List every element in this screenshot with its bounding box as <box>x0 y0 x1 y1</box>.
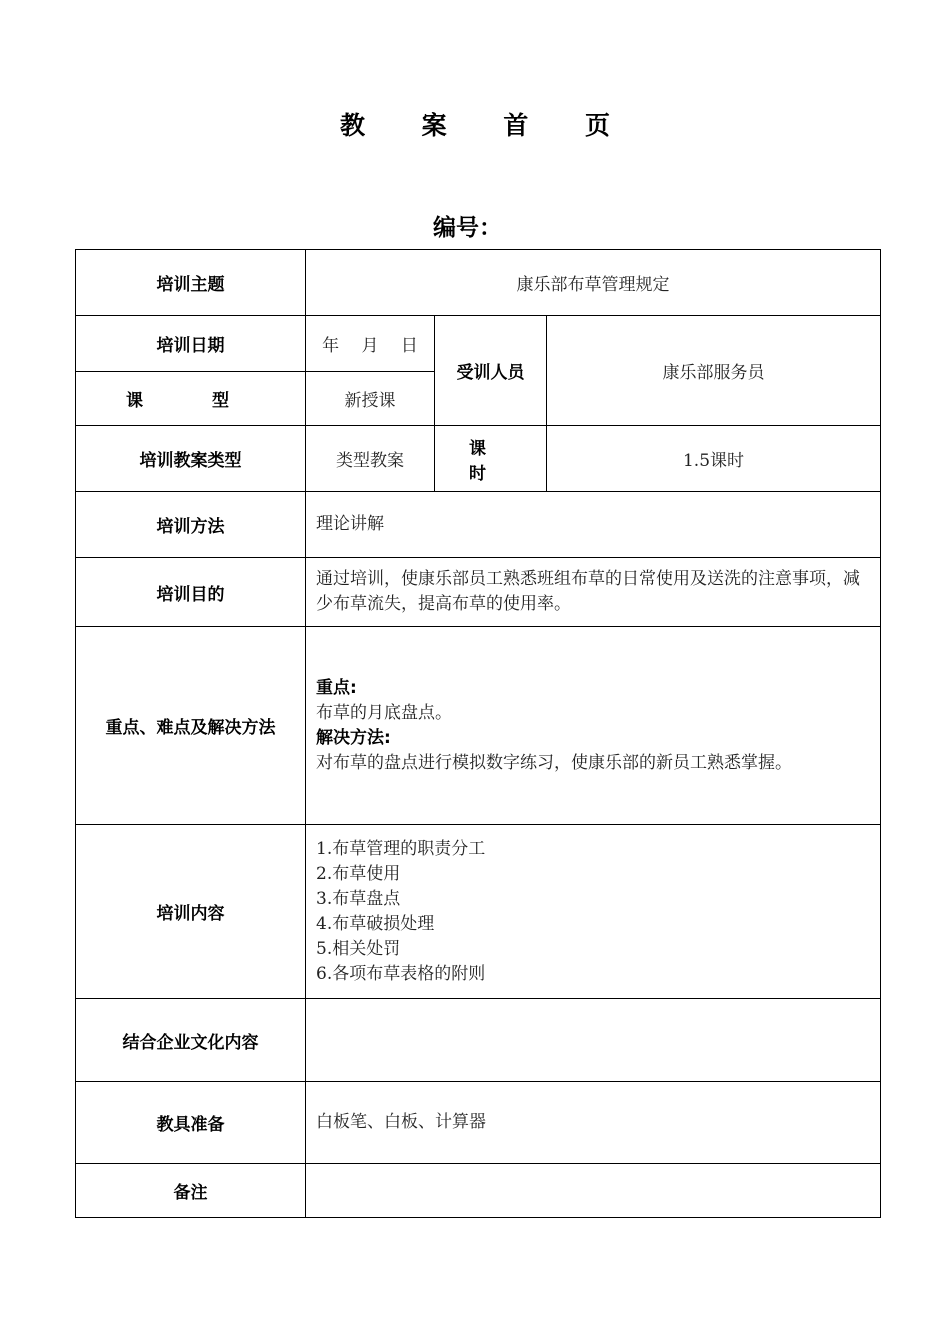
content-item: 3.布草盘点 <box>316 888 401 909</box>
label-method: 培训方法 <box>76 492 306 558</box>
solution-heading: 解决方法: <box>316 727 391 748</box>
value-content <box>306 825 881 999</box>
row-purpose <box>76 558 881 627</box>
value-purpose: 通过培训，使康乐部员工熟悉班组布草的日常使用及送洗的注意事项，减少布草流失，提高布草的使用率。 <box>306 558 881 627</box>
label-hours <box>435 426 555 492</box>
value-key-points <box>306 627 881 825</box>
label-key-points: 重点、难点及解决方法 <box>76 627 306 825</box>
value-trainees: 康乐部服务员 <box>547 316 881 426</box>
page-title: 教 案 首 页 <box>339 111 635 140</box>
row-plan-type <box>76 426 881 492</box>
row-culture <box>76 999 881 1082</box>
label-remarks: 备注 <box>76 1164 306 1218</box>
label-purpose: 培训目的 <box>76 558 306 627</box>
label-culture: 结合企业文化内容 <box>76 999 306 1082</box>
key-points-text: 布草的月底盘点。 <box>316 702 452 723</box>
label-course-type-text: 课 型 <box>126 391 255 411</box>
content-item: 6.各项布草表格的附则 <box>316 963 486 984</box>
row-topic <box>76 250 881 316</box>
label-tools: 教具准备 <box>76 1082 306 1164</box>
value-plan-type: 类型教案 <box>306 426 435 492</box>
content-item: 5.相关处罚 <box>316 938 401 959</box>
value-remarks <box>306 1164 881 1218</box>
label-topic: 培训主题 <box>76 250 306 316</box>
key-points-heading: 重点: <box>316 677 357 698</box>
serial-number-label: 编号： <box>433 215 502 241</box>
value-tools: 白板笔、白板、计算器 <box>306 1082 881 1164</box>
row-content <box>76 825 881 999</box>
value-culture <box>306 999 881 1082</box>
value-date: 年 月 日 <box>306 316 435 372</box>
content-list <box>316 837 870 987</box>
content-item: 4.布草破损处理 <box>316 913 435 934</box>
row-tools <box>76 1082 881 1164</box>
content-item: 1.布草管理的职责分工 <box>316 838 486 859</box>
value-course-type: 新授课 <box>306 372 435 426</box>
row-remarks <box>76 1164 881 1218</box>
value-topic: 康乐部布草管理规定 <box>306 250 881 316</box>
label-course-type <box>76 372 306 426</box>
value-method: 理论讲解 <box>306 492 881 558</box>
value-hours: 1.5课时 <box>547 426 881 492</box>
row-date <box>76 316 881 372</box>
lesson-plan-table <box>75 249 881 1218</box>
row-key-points <box>76 627 881 825</box>
label-trainees: 受训人员 <box>435 316 547 426</box>
content-item: 2.布草使用 <box>316 863 401 884</box>
label-hours-text: 课 时 <box>469 438 555 484</box>
label-content: 培训内容 <box>76 825 306 999</box>
solution-text: 对布草的盘点进行模拟数字练习，使康乐部的新员工熟悉掌握。 <box>316 752 792 773</box>
label-date: 培训日期 <box>76 316 306 372</box>
label-plan-type: 培训教案类型 <box>76 426 306 492</box>
row-method <box>76 492 881 558</box>
